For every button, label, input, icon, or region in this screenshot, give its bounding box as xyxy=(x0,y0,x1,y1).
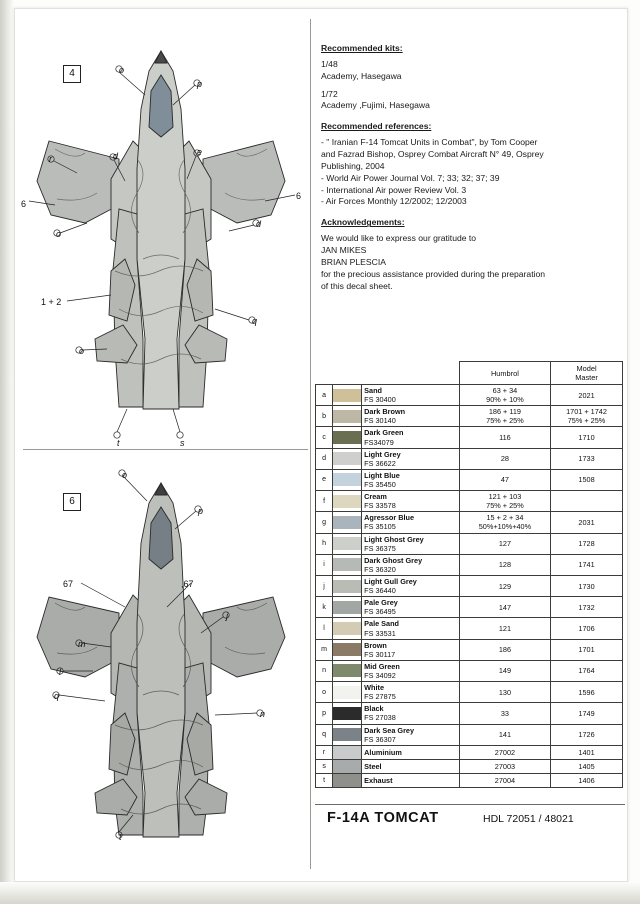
left-wing-lower xyxy=(37,597,119,677)
table-row xyxy=(316,759,623,773)
paint-swatch xyxy=(333,385,362,406)
table-row xyxy=(316,745,623,759)
callout-s: s xyxy=(180,438,185,448)
paint-swatch xyxy=(333,660,362,681)
reference-line-5: - International Air power Review Vol. 3 xyxy=(321,184,467,195)
table-row xyxy=(316,682,623,703)
paint-humbrol-cell xyxy=(459,512,550,533)
callout-r: r xyxy=(49,154,52,164)
ack-line-3: of this decal sheet. xyxy=(321,280,393,291)
paint-swatch xyxy=(333,618,362,639)
paint-mm-cell xyxy=(551,575,623,596)
recommended-references-heading: Recommended references: xyxy=(321,121,432,132)
paint-humbrol-cell xyxy=(459,724,550,745)
right-wing xyxy=(203,141,285,223)
paint-fs-code: FS 36320 xyxy=(364,564,396,574)
paint-mm-cell xyxy=(551,448,623,469)
paint-name-cell xyxy=(362,639,460,660)
paint-model-master: 1726 xyxy=(578,730,595,740)
paint-humbrol-cell xyxy=(459,448,550,469)
paint-name: Mid Green xyxy=(364,661,400,671)
acknowledgements-block xyxy=(321,217,621,292)
paint-humbrol-cell xyxy=(459,682,550,703)
callout-one-plus-two: 1 + 2 xyxy=(41,297,62,307)
paint-humbrol: 27003 xyxy=(494,761,516,771)
paint-model-master: 2021 xyxy=(578,390,595,400)
paint-humbrol-cell xyxy=(459,597,550,618)
paint-name: Agressor Blue xyxy=(364,513,415,523)
table-header-row xyxy=(316,362,623,385)
paint-name-cell xyxy=(362,745,460,759)
reference-line-3: Publishing, 2004 xyxy=(321,160,385,171)
paint-name: Pale Grey xyxy=(364,598,398,608)
paint-mm-cell xyxy=(551,427,623,448)
reference-line-6: - Air Forces Monthly 12/2002; 12/2003 xyxy=(321,196,467,207)
paint-key: n xyxy=(316,660,333,681)
paint-key: q xyxy=(316,724,333,745)
paint-fs-code: FS 34092 xyxy=(364,670,396,680)
paint-name: White xyxy=(364,683,385,693)
ack-line-2: for the precious assistance provided during the preparation xyxy=(321,268,546,279)
paint-humbrol: 15 + 2 + 34 xyxy=(486,513,524,523)
paint-model-master: 1732 xyxy=(578,602,595,612)
paint-key: c xyxy=(316,427,333,448)
paint-name: Cream xyxy=(364,492,387,502)
paint-swatch xyxy=(333,773,362,787)
paint-model-master: 1406 xyxy=(578,775,595,785)
paint-fs-code: FS 35450 xyxy=(364,479,396,489)
paint-mm-cell xyxy=(551,491,623,512)
paint-name-cell xyxy=(362,427,460,448)
header-mm-line1: Model xyxy=(576,364,597,373)
paint-humbrol: 121 + 103 xyxy=(488,492,522,502)
paint-swatch xyxy=(333,512,362,533)
paint-name: Light Ghost Grey xyxy=(364,534,424,544)
callout-q: q xyxy=(54,691,60,701)
callout-67-right: ,67 xyxy=(181,579,194,589)
kit-scale-172: 1/72 xyxy=(321,88,338,99)
paint-name: Brown xyxy=(364,640,387,650)
right-wing-lower xyxy=(203,597,285,677)
paint-mm-cell xyxy=(551,724,623,745)
table-row xyxy=(316,618,623,639)
paint-name: Dark Ghost Grey xyxy=(364,555,423,565)
paint-key: f xyxy=(316,491,333,512)
table-row xyxy=(316,724,623,745)
paint-name: Exhaust xyxy=(364,775,393,785)
paint-swatch xyxy=(333,724,362,745)
paint-mm-cell xyxy=(551,406,623,427)
paint-humbrol-cell xyxy=(459,745,550,759)
paint-name-cell xyxy=(362,448,460,469)
table-row xyxy=(316,773,623,787)
paint-model-master: 1728 xyxy=(578,539,595,549)
paint-key: o xyxy=(316,682,333,703)
paint-fs-code: FS 30140 xyxy=(364,416,396,426)
paint-humbrol: 116 xyxy=(499,432,511,442)
recommended-kits-block xyxy=(321,43,621,112)
paint-name-cell xyxy=(362,491,460,512)
paint-mm-cell xyxy=(551,759,623,773)
header-humbrol: Humbrol xyxy=(459,362,550,385)
paint-key: i xyxy=(316,554,333,575)
table-row xyxy=(316,427,623,448)
paint-name: Light Grey xyxy=(364,449,401,459)
f14-bottom-view-drawing xyxy=(15,457,310,857)
paint-humbrol-cell xyxy=(459,427,550,448)
callout-six-left: 6 xyxy=(21,199,27,209)
table-row xyxy=(316,448,623,469)
table-row xyxy=(316,597,623,618)
paint-fs-code: FS 36440 xyxy=(364,586,396,596)
paint-model-master: 1401 xyxy=(578,747,595,757)
callout-o: o xyxy=(119,65,125,75)
paint-name-cell xyxy=(362,575,460,596)
callout-j: j xyxy=(226,611,228,621)
paint-key: h xyxy=(316,533,333,554)
paint-model-master: 1730 xyxy=(578,581,595,591)
callout-n: n xyxy=(260,709,266,719)
paint-name: Dark Sea Grey xyxy=(364,725,415,735)
paint-humbrol-cell xyxy=(459,406,550,427)
paint-humbrol-ratio: 75% + 25% xyxy=(486,416,524,426)
table-row xyxy=(316,554,623,575)
paint-swatch xyxy=(333,575,362,596)
paint-humbrol-cell xyxy=(459,575,550,596)
footer-title: F-14A TOMCAT xyxy=(327,810,439,826)
paint-swatch xyxy=(333,427,362,448)
paint-mm-cell xyxy=(551,773,623,787)
paint-name: Pale Sand xyxy=(364,619,400,629)
footer-divider xyxy=(315,804,625,805)
paint-mm-cell xyxy=(551,385,623,406)
paint-mm-cell xyxy=(551,469,623,490)
vertical-divider xyxy=(310,19,311,869)
profile-number-bottom: 6 xyxy=(63,493,81,511)
callout-six-right: 6 xyxy=(296,191,302,201)
paint-swatch xyxy=(333,597,362,618)
paint-mm-cell xyxy=(551,554,623,575)
paint-humbrol: 121 xyxy=(498,623,512,633)
reference-line-2: and Fazrad Bishop, Osprey Combat Aircraft N° 49, Osprey xyxy=(321,149,544,160)
paint-humbrol: 128 xyxy=(498,560,512,570)
paint-name-cell xyxy=(362,703,460,724)
paint-humbrol-ratio: 75% + 25% xyxy=(486,501,524,511)
paint-mm-cell xyxy=(551,618,623,639)
table-row xyxy=(316,469,623,490)
paint-key: r xyxy=(316,745,333,759)
paint-key: m xyxy=(316,639,333,660)
paint-humbrol-cell xyxy=(459,703,550,724)
paint-humbrol: 27002 xyxy=(494,747,516,757)
header-model-master xyxy=(551,362,623,385)
paint-humbrol: 127 xyxy=(498,539,512,549)
radome-tip xyxy=(155,51,167,63)
paint-model-master: 1764 xyxy=(578,666,595,676)
paint-humbrol-cell xyxy=(459,491,550,512)
paint-humbrol: 186 + 119 xyxy=(488,407,521,417)
callout-e: e xyxy=(197,147,203,157)
paint-key: e xyxy=(316,469,333,490)
paint-humbrol: 129 xyxy=(498,581,512,591)
callout-p: p xyxy=(197,79,203,89)
paint-fs-code: FS 33578 xyxy=(364,501,396,511)
paint-humbrol: 186 xyxy=(498,645,512,655)
paint-name: Dark Green xyxy=(364,428,404,438)
paint-model-master: 1706 xyxy=(578,623,595,633)
paint-model-master: 1701 xyxy=(578,645,595,655)
callout-d: d xyxy=(113,151,119,161)
paint-humbrol-ratio: 50%+10%+40% xyxy=(478,522,532,532)
paint-mm-cell xyxy=(551,533,623,554)
callout-t: t xyxy=(119,832,122,842)
paint-fs-code: FS 36495 xyxy=(364,607,396,617)
paint-name-cell xyxy=(362,660,460,681)
table-row xyxy=(316,512,623,533)
paint-fs-code: FS34079 xyxy=(364,437,394,447)
paint-humbrol: 28 xyxy=(500,454,509,464)
paint-humbrol: 149 xyxy=(498,666,512,676)
paint-name: Aluminium xyxy=(364,747,402,757)
header-spacer-key xyxy=(316,362,333,385)
callout-l: l xyxy=(59,667,61,677)
paint-swatch xyxy=(333,745,362,759)
footer-product-code: HDL 72051 / 48021 xyxy=(483,813,574,825)
table-row xyxy=(316,703,623,724)
paint-humbrol: 33 xyxy=(500,708,509,718)
header-spacer-swatch xyxy=(333,362,362,385)
kit-brands-148: Academy, Hasegawa xyxy=(321,70,402,81)
paint-fs-code: FS 30400 xyxy=(364,395,396,405)
table-row xyxy=(316,660,623,681)
paint-name: Steel xyxy=(364,761,382,771)
paint-fs-code: FS 36622 xyxy=(364,458,396,468)
table-row xyxy=(316,533,623,554)
callout-o: o xyxy=(122,470,128,480)
paint-name-cell xyxy=(362,533,460,554)
paint-model-master: 2031 xyxy=(578,517,595,527)
paint-name-cell xyxy=(362,385,460,406)
paint-mm-cell xyxy=(551,703,623,724)
paint-key: a xyxy=(316,385,333,406)
paint-humbrol-cell xyxy=(459,759,550,773)
paint-reference-table xyxy=(315,361,623,788)
paint-swatch xyxy=(333,448,362,469)
paint-humbrol: 147 xyxy=(498,602,512,612)
callout-o3: o xyxy=(79,346,85,356)
paint-humbrol: 27004 xyxy=(494,775,516,785)
paint-swatch xyxy=(333,639,362,660)
paint-mm-cell xyxy=(551,597,623,618)
paint-model-master: 1596 xyxy=(578,687,595,697)
paint-model-master: 1733 xyxy=(578,454,595,464)
paint-key: g xyxy=(316,512,333,533)
paint-mm-cell xyxy=(551,660,623,681)
paint-fs-code: FS 27038 xyxy=(364,713,396,723)
paint-fs-code: FS 33531 xyxy=(364,628,396,638)
reference-text-block xyxy=(321,43,621,301)
paint-name-cell xyxy=(362,512,460,533)
table-row xyxy=(316,575,623,596)
callout-t: t xyxy=(117,438,120,448)
paint-key: d xyxy=(316,448,333,469)
paint-name: Light Gull Grey xyxy=(364,576,417,586)
paint-key: p xyxy=(316,703,333,724)
paint-humbrol-cell xyxy=(459,773,550,787)
paint-key: b xyxy=(316,406,333,427)
kit-scale-148: 1/48 xyxy=(321,58,338,69)
paint-name: Black xyxy=(364,704,384,714)
radome-tip-lower xyxy=(155,483,167,495)
table-row xyxy=(316,639,623,660)
paint-key: j xyxy=(316,575,333,596)
paint-name-cell xyxy=(362,406,460,427)
paint-fs-code: FS 36307 xyxy=(364,734,396,744)
paint-swatch xyxy=(333,682,362,703)
table-row xyxy=(316,406,623,427)
profile-number-top: 4 xyxy=(63,65,81,83)
paint-humbrol: 47 xyxy=(500,475,509,485)
paint-key: s xyxy=(316,759,333,773)
paint-name-cell xyxy=(362,759,460,773)
paint-model-master-ratio: 75% + 25% xyxy=(567,416,606,426)
paint-humbrol-cell xyxy=(459,533,550,554)
recommended-kits-heading: Recommended kits: xyxy=(321,43,403,53)
paint-mm-cell xyxy=(551,745,623,759)
paint-humbrol-cell xyxy=(459,469,550,490)
paint-swatch xyxy=(333,759,362,773)
header-spacer-name xyxy=(362,362,460,385)
paint-name-cell xyxy=(362,554,460,575)
callout-p: p xyxy=(198,506,204,516)
paint-key: l xyxy=(316,618,333,639)
horizontal-divider xyxy=(23,449,308,450)
ack-name-2: BRIAN PLESCIA xyxy=(321,256,386,267)
paint-swatch xyxy=(333,469,362,490)
recommended-references-block xyxy=(321,121,621,208)
acknowledgements-heading: Acknowledgements: xyxy=(321,217,405,228)
ack-name-1: JAN MIKES xyxy=(321,245,367,256)
paint-mm-cell xyxy=(551,682,623,703)
reference-line-1: - " Iranian F-14 Tomcat Units in Combat", by Tom Cooper xyxy=(321,137,538,148)
paint-humbrol-cell xyxy=(459,618,550,639)
paint-humbrol-cell xyxy=(459,554,550,575)
paint-swatch xyxy=(333,491,362,512)
paint-key: k xyxy=(316,597,333,618)
callout-d2: d xyxy=(256,219,262,229)
ack-line-1: We would like to express our gratitude to xyxy=(321,233,477,244)
paint-swatch xyxy=(333,533,362,554)
kit-brands-172: Academy ,Fujimi, Hasegawa xyxy=(321,100,430,111)
paint-mm-cell xyxy=(551,512,623,533)
paint-humbrol-cell xyxy=(459,660,550,681)
paint-key: t xyxy=(316,773,333,787)
paper-sheet xyxy=(14,8,628,882)
paint-name-cell xyxy=(362,618,460,639)
paint-fs-code: FS 35105 xyxy=(364,522,396,532)
paint-name: Sand xyxy=(364,386,382,395)
header-mm-line2: Master xyxy=(575,373,598,382)
paint-swatch xyxy=(333,406,362,427)
reference-line-4: - World Air Power Journal Vol. 7; 33; 32; 37; 39 xyxy=(321,172,500,183)
paint-name: Dark Brown xyxy=(364,407,406,417)
paint-name-cell xyxy=(362,724,460,745)
paint-model-master: 1405 xyxy=(578,761,595,771)
paint-model-master: 1710 xyxy=(578,432,595,442)
paint-name-cell xyxy=(362,469,460,490)
callout-m: m xyxy=(78,639,86,649)
paint-humbrol: 63 + 34 xyxy=(492,386,518,395)
paint-name-cell xyxy=(362,682,460,703)
paint-swatch xyxy=(333,554,362,575)
paint-fs-code: FS 27875 xyxy=(364,692,396,702)
paint-humbrol: 130 xyxy=(498,687,512,697)
paint-model-master: 1508 xyxy=(578,475,595,485)
paint-name-cell xyxy=(362,773,460,787)
table-row xyxy=(316,385,623,406)
paint-humbrol-cell xyxy=(459,639,550,660)
paint-name: Light Blue xyxy=(364,470,400,480)
paint-fs-code: FS 30117 xyxy=(364,649,396,659)
paint-humbrol-ratio: 90% + 10% xyxy=(486,395,524,405)
paint-table-body xyxy=(316,385,623,788)
paint-humbrol: 141 xyxy=(498,730,512,740)
paint-model-master: 1749 xyxy=(578,708,595,718)
callout-67-left: 67 xyxy=(63,579,74,589)
callout-o2: o xyxy=(56,229,62,239)
paint-model-master: 1701 + 1742 xyxy=(566,407,607,417)
paint-swatch xyxy=(333,703,362,724)
callout-q: q xyxy=(252,316,258,326)
table-row xyxy=(316,491,623,512)
paint-humbrol-cell xyxy=(459,385,550,406)
paint-model-master: 1741 xyxy=(578,560,595,570)
paint-fs-code: FS 36375 xyxy=(364,543,396,553)
paint-mm-cell xyxy=(551,639,623,660)
paint-name-cell xyxy=(362,597,460,618)
